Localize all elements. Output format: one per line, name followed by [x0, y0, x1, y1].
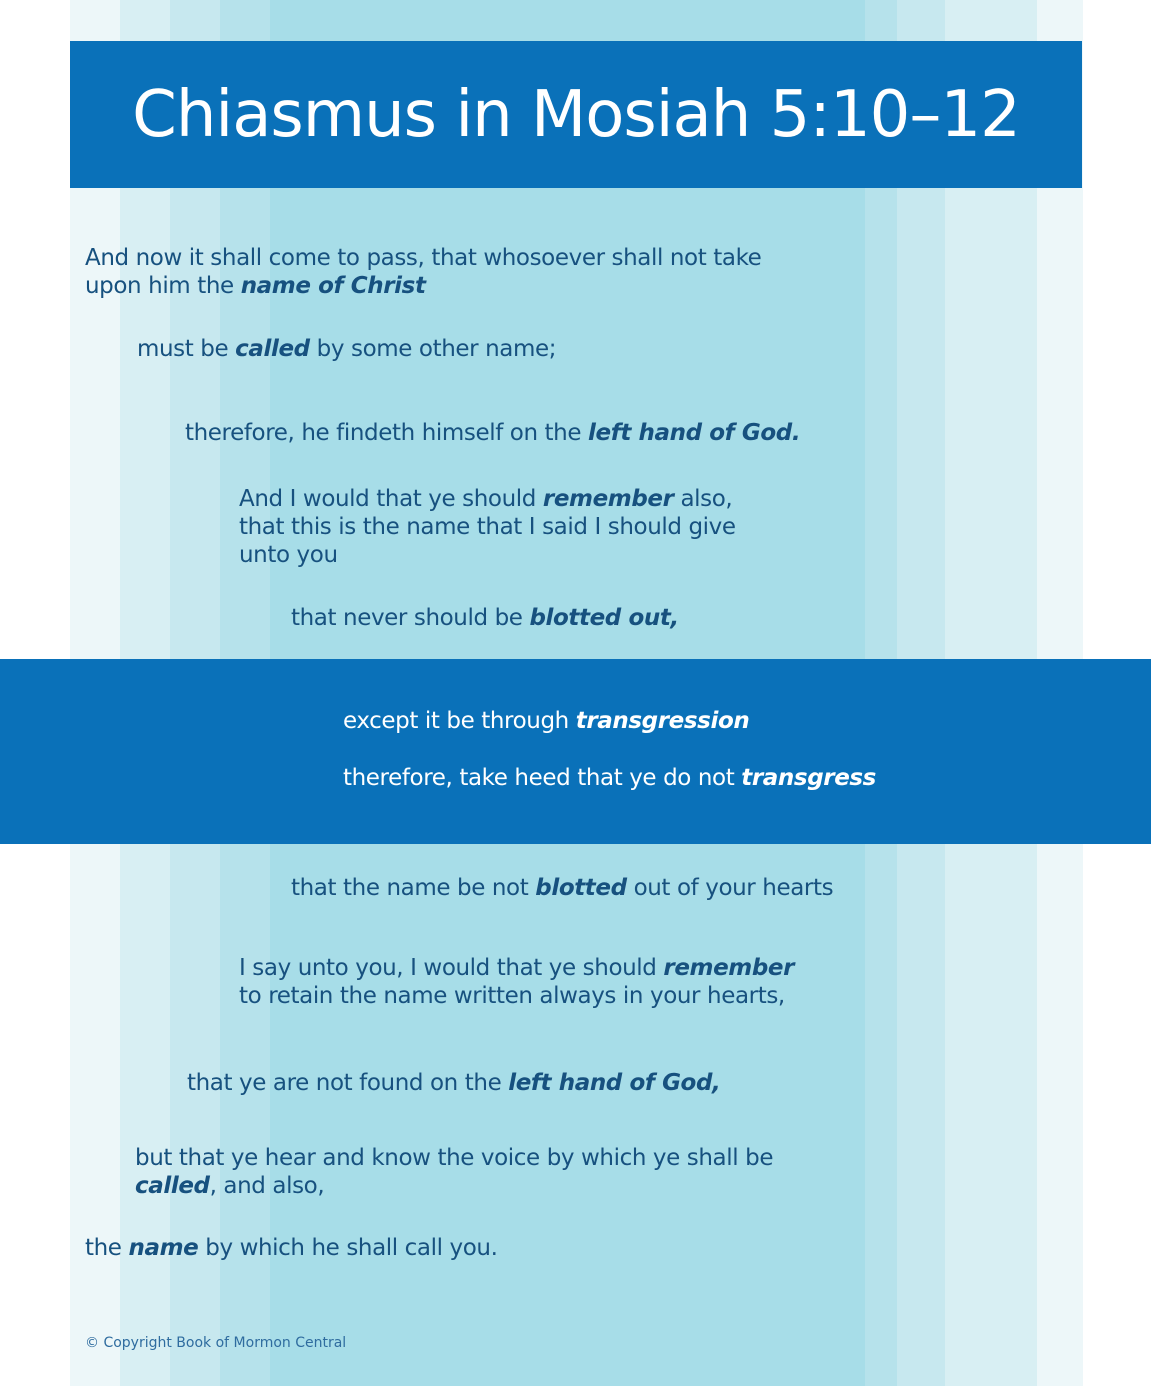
- emphasis-text: remember: [542, 486, 674, 512]
- line-text: the: [85, 1235, 129, 1261]
- line-text: to retain the name written always in your hearts,: [239, 983, 785, 1009]
- emphasis-text: left hand of God.: [588, 420, 801, 446]
- emphasis-text: called: [135, 1173, 210, 1199]
- center-banner: [0, 659, 1151, 844]
- emphasis-text: name of Christ: [240, 273, 426, 299]
- line-text: that this is the name that I said I should give: [239, 514, 736, 540]
- line-text: , and also,: [209, 1173, 325, 1199]
- emphasis-text: called: [235, 336, 310, 362]
- line-e2: [291, 874, 833, 902]
- line-c2: [187, 1069, 720, 1097]
- line-e1: [291, 604, 679, 632]
- line-text: upon him the: [85, 273, 241, 299]
- line-text: also,: [673, 486, 733, 512]
- line-b2: [135, 1144, 773, 1200]
- line-text: therefore, take heed that ye do not: [343, 765, 742, 791]
- emphasis-text: transgression: [575, 708, 750, 734]
- line-text: unto you: [239, 542, 338, 568]
- line-f2: [343, 764, 876, 792]
- emphasis-text: left hand of God,: [508, 1070, 721, 1096]
- emphasis-text: blotted out,: [529, 605, 679, 631]
- line-f1: [343, 707, 749, 735]
- line-d1: [239, 485, 736, 569]
- line-text: must be: [137, 336, 236, 362]
- copyright-notice: © Copyright Book of Mormon Central: [85, 1335, 347, 1351]
- emphasis-text: remember: [663, 955, 795, 981]
- line-d2: [239, 954, 794, 1010]
- line-text: that never should be: [291, 605, 530, 631]
- line-text: but that ye hear and know the voice by which ye shall be: [135, 1145, 774, 1171]
- line-a2: [85, 1234, 497, 1262]
- line-a1: [85, 244, 761, 300]
- line-text: that ye are not found on the: [187, 1070, 509, 1096]
- emphasis-text: transgress: [741, 765, 876, 791]
- line-text: except it be through: [343, 708, 576, 734]
- line-text: by some other name;: [309, 336, 557, 362]
- line-text: And now it shall come to pass, that whosoever shall not take: [85, 245, 762, 271]
- page-title: Chiasmus in Mosiah 5:10–12: [132, 77, 1020, 152]
- line-c1: [185, 419, 800, 447]
- line-text: out of your hearts: [626, 875, 834, 901]
- title-banner: [70, 41, 1082, 188]
- emphasis-text: blotted: [535, 875, 627, 901]
- line-text: And I would that ye should: [239, 486, 543, 512]
- line-b1: [137, 335, 556, 363]
- line-text: therefore, he findeth himself on the: [185, 420, 589, 446]
- emphasis-text: name: [128, 1235, 199, 1261]
- line-text: by which he shall call you.: [198, 1235, 498, 1261]
- line-text: that the name be not: [291, 875, 536, 901]
- line-text: I say unto you, I would that ye should: [239, 955, 664, 981]
